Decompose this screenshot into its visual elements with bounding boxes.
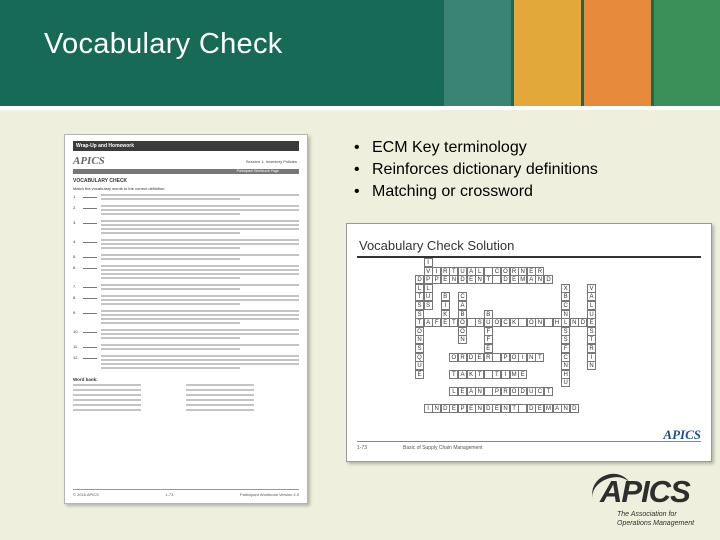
crossword-cell: R bbox=[535, 267, 544, 276]
crossword-cell: F bbox=[484, 327, 493, 336]
word-bank bbox=[73, 384, 299, 414]
crossword-cell: P bbox=[492, 387, 501, 396]
workbook-item-number: 7. bbox=[73, 284, 77, 289]
crossword-cell: O bbox=[458, 327, 467, 336]
workbook-item-number: 9. bbox=[73, 310, 77, 315]
crossword-cell: I bbox=[424, 258, 433, 267]
crossword-cell: R bbox=[587, 344, 596, 353]
crossword-cell: K bbox=[467, 370, 476, 379]
crossword-cell: I bbox=[587, 353, 596, 362]
solution-title: Vocabulary Check Solution bbox=[359, 238, 515, 253]
crossword-cell: L bbox=[475, 267, 484, 276]
header-color-tile bbox=[584, 0, 651, 106]
workbook-item-number: 6. bbox=[73, 265, 77, 270]
bullet-list bbox=[354, 137, 598, 203]
crossword-cell: U bbox=[527, 387, 536, 396]
crossword-cell: E bbox=[492, 404, 501, 413]
workbook-item-number: 5. bbox=[73, 254, 77, 259]
header-color-tile bbox=[444, 0, 511, 106]
solution-footer-text: Basic of Supply Chain Management bbox=[403, 445, 483, 451]
solution-logo: APICS bbox=[663, 427, 701, 442]
crossword-cell: L bbox=[415, 284, 424, 293]
crossword-cell: D bbox=[570, 404, 579, 413]
crossword-cell: O bbox=[510, 387, 519, 396]
crossword-cell: M bbox=[520, 277, 526, 284]
crossword-cell: C bbox=[492, 267, 501, 276]
bullet-text: Reinforces dictionary definitions bbox=[372, 161, 598, 178]
crossword-cell: N bbox=[475, 387, 484, 396]
answer-blank bbox=[83, 254, 97, 258]
crossword-cell: U bbox=[587, 310, 596, 319]
crossword-cell: A bbox=[467, 267, 476, 276]
workbook-item-number: 4. bbox=[73, 239, 77, 244]
crossword-cell: N bbox=[475, 275, 484, 284]
crossword-cell: E bbox=[449, 404, 458, 413]
workbook-footer bbox=[73, 489, 299, 497]
crossword-cell: D bbox=[501, 275, 510, 284]
crossword-cell: E bbox=[441, 318, 450, 327]
crossword-cell: E bbox=[458, 387, 467, 396]
crossword-cell: U bbox=[561, 378, 570, 387]
apics-wordmark: APICS bbox=[600, 474, 690, 509]
workbook-item bbox=[73, 310, 299, 326]
crossword-cell: T bbox=[415, 292, 424, 301]
workbook-item bbox=[73, 329, 299, 341]
crossword-cell: N bbox=[518, 267, 527, 276]
crossword-cell: C bbox=[561, 353, 570, 362]
crossword-cell: E bbox=[475, 353, 484, 362]
workbook-item-number: 1. bbox=[73, 194, 77, 199]
answer-blank bbox=[83, 220, 97, 224]
crossword-cell: I bbox=[441, 301, 450, 310]
crossword-cell: P bbox=[501, 353, 510, 362]
bullet-item bbox=[354, 137, 598, 159]
crossword-cell: S bbox=[475, 318, 484, 327]
solution-footer bbox=[357, 441, 701, 451]
crossword-cell: I bbox=[432, 267, 441, 276]
crossword-cell: A bbox=[424, 318, 433, 327]
crossword-cell: T bbox=[484, 275, 493, 284]
crossword-cell: P bbox=[424, 275, 433, 284]
crossword-cell: N bbox=[561, 404, 570, 413]
answer-blank bbox=[83, 329, 97, 333]
crossword-cell: C bbox=[535, 387, 544, 396]
crossword-cell: S bbox=[561, 327, 570, 336]
crossword-cell: I bbox=[501, 370, 510, 379]
crossword-cell: T bbox=[449, 267, 458, 276]
crossword-cell: N bbox=[587, 361, 596, 370]
slide-title: Vocabulary Check bbox=[44, 28, 283, 60]
workbook-item bbox=[73, 295, 299, 307]
crossword-cell: E bbox=[535, 404, 544, 413]
crossword-cell: B bbox=[441, 292, 450, 301]
workbook-item-number: 12. bbox=[73, 355, 79, 360]
solution-divider bbox=[357, 256, 701, 258]
crossword-cell: T bbox=[415, 318, 424, 327]
workbook-copyright: © 2016 APICS bbox=[73, 492, 99, 497]
workbook-page-image bbox=[64, 134, 308, 504]
solution-page-number: 1-73 bbox=[357, 445, 368, 451]
workbook-version: Participant Workbook Version 4.0 bbox=[239, 492, 299, 497]
crossword-cell: V bbox=[424, 267, 433, 276]
crossword-cell: A bbox=[553, 404, 562, 413]
crossword-cell: E bbox=[510, 275, 519, 284]
crossword-cell: M bbox=[511, 371, 517, 378]
crossword-cell: I bbox=[518, 353, 527, 362]
crossword-cell: A bbox=[527, 275, 536, 284]
crossword-cell: R bbox=[501, 387, 510, 396]
workbook-item bbox=[73, 194, 299, 202]
crossword-cell: E bbox=[467, 275, 476, 284]
crossword-cell: U bbox=[484, 318, 493, 327]
crossword-cell: A bbox=[467, 387, 476, 396]
crossword-cell: D bbox=[415, 275, 424, 284]
bullet-item bbox=[354, 159, 598, 181]
crossword-cell: T bbox=[475, 370, 484, 379]
bullet-dot-icon: • bbox=[354, 139, 360, 156]
workbook-item bbox=[73, 344, 299, 352]
header-color-tile bbox=[654, 0, 720, 106]
crossword-cell: R bbox=[510, 267, 519, 276]
crossword-cell: S bbox=[561, 335, 570, 344]
bullet-dot-icon: • bbox=[354, 161, 360, 178]
crossword-cell: U bbox=[458, 267, 467, 276]
crossword-cell: T bbox=[449, 370, 458, 379]
crossword-cell: L bbox=[449, 387, 458, 396]
crossword-cell: P bbox=[458, 404, 467, 413]
crossword-cell: B bbox=[561, 292, 570, 301]
crossword-cell: N bbox=[475, 404, 484, 413]
crossword-cell: E bbox=[484, 344, 493, 353]
crossword-cell: L bbox=[561, 318, 570, 327]
workbook-item bbox=[73, 265, 299, 281]
crossword-cell: D bbox=[527, 404, 536, 413]
crossword-cell: D bbox=[518, 387, 527, 396]
crossword-cell: T bbox=[544, 387, 553, 396]
header-color-tile bbox=[514, 0, 581, 106]
crossword-cell: H bbox=[553, 318, 562, 327]
apics-tagline-2: Operations Management bbox=[617, 520, 695, 527]
word-bank-title: Word bank: bbox=[73, 377, 98, 382]
crossword-cell: A bbox=[587, 292, 596, 301]
apics-logo bbox=[592, 470, 714, 534]
crossword-cell: S bbox=[424, 301, 433, 310]
bullet-text: ECM Key terminology bbox=[372, 139, 527, 156]
crossword-cell: U bbox=[415, 361, 424, 370]
answer-blank bbox=[83, 310, 97, 314]
crossword-cell: M bbox=[546, 406, 551, 413]
crossword-cell: S bbox=[415, 301, 424, 310]
crossword-cell: N bbox=[561, 361, 570, 370]
crossword-cell: F bbox=[432, 318, 441, 327]
crossword-cell: R bbox=[484, 353, 493, 362]
crossword-cell: A bbox=[458, 370, 467, 379]
workbook-logo: APICS bbox=[73, 155, 105, 167]
crossword-cell: R bbox=[458, 353, 467, 362]
crossword-cell: R bbox=[441, 267, 450, 276]
solution-page-image bbox=[346, 223, 712, 462]
crossword-cell: D bbox=[544, 275, 553, 284]
crossword-cell: E bbox=[518, 370, 527, 379]
crossword-cell: E bbox=[415, 370, 424, 379]
crossword-cell: D bbox=[441, 404, 450, 413]
crossword-cell: E bbox=[467, 404, 476, 413]
crossword-cell: F bbox=[484, 335, 493, 344]
crossword-cell: V bbox=[587, 284, 596, 293]
workbook-section-title: VOCABULARY CHECK bbox=[73, 178, 128, 184]
crossword-cell: N bbox=[535, 275, 544, 284]
crossword-cell: N bbox=[570, 318, 579, 327]
crossword-cell: T bbox=[492, 370, 501, 379]
crossword-cell: H bbox=[561, 370, 570, 379]
crossword-cell: L bbox=[587, 301, 596, 310]
crossword-cell: U bbox=[424, 292, 433, 301]
crossword-cell: T bbox=[449, 318, 458, 327]
workbook-items bbox=[73, 194, 299, 371]
crossword-cell: F bbox=[561, 344, 570, 353]
crossword-cell: O bbox=[527, 318, 536, 327]
crossword-cell: C bbox=[561, 301, 570, 310]
crossword-cell: T bbox=[535, 353, 544, 362]
crossword-cell: D bbox=[578, 318, 587, 327]
crossword-cell: A bbox=[458, 301, 467, 310]
crossword-cell: E bbox=[527, 267, 536, 276]
crossword-cell: C bbox=[501, 318, 510, 327]
crossword-cell: S bbox=[415, 344, 424, 353]
answer-blank bbox=[83, 355, 97, 359]
crossword-cell: O bbox=[501, 267, 510, 276]
crossword-cell: N bbox=[501, 404, 510, 413]
answer-blank bbox=[83, 344, 97, 348]
workbook-item bbox=[73, 355, 299, 371]
crossword-cell: N bbox=[415, 335, 424, 344]
crossword-cell: D bbox=[467, 353, 476, 362]
crossword-cell: I bbox=[424, 404, 433, 413]
crossword-cell: B bbox=[484, 310, 493, 319]
workbook-page-number: 1-73 bbox=[165, 492, 174, 497]
workbook-item-number: 2. bbox=[73, 205, 77, 210]
workbook-item-number: 11. bbox=[73, 344, 79, 349]
crossword-cell: O bbox=[449, 353, 458, 362]
bullet-text: Matching or crossword bbox=[372, 183, 533, 200]
crossword-cell: E bbox=[587, 318, 596, 327]
answer-blank bbox=[83, 205, 97, 209]
answer-blank bbox=[83, 239, 97, 243]
crossword-cell: N bbox=[458, 335, 467, 344]
crossword-cell: C bbox=[458, 292, 467, 301]
bullet-item bbox=[354, 181, 598, 203]
crossword-cell: D bbox=[484, 404, 493, 413]
crossword-cell: S bbox=[587, 327, 596, 336]
workbook-item bbox=[73, 284, 299, 292]
workbook-item-number: 3. bbox=[73, 220, 77, 225]
crossword-cell: N bbox=[535, 318, 544, 327]
workbook-session: Session 1: Inventory Policies bbox=[245, 159, 297, 164]
crossword-cell: B bbox=[458, 310, 467, 319]
crossword-cell: N bbox=[561, 310, 570, 319]
workbook-band: Participant Workbook Page bbox=[73, 169, 299, 174]
crossword-cell: K bbox=[441, 310, 450, 319]
answer-blank bbox=[83, 265, 97, 269]
crossword-cell: O bbox=[492, 318, 501, 327]
crossword-cell: N bbox=[449, 275, 458, 284]
apics-tagline-1: The Association for bbox=[617, 511, 677, 518]
workbook-item bbox=[73, 254, 299, 262]
workbook-instructions: Match the vocabulary words to the correct definition. bbox=[73, 186, 166, 191]
crossword-cell: K bbox=[510, 318, 519, 327]
answer-blank bbox=[83, 284, 97, 288]
answer-blank bbox=[83, 194, 97, 198]
crossword-cell: T bbox=[510, 404, 519, 413]
workbook-item bbox=[73, 239, 299, 251]
workbook-item bbox=[73, 220, 299, 236]
bullet-dot-icon: • bbox=[354, 183, 360, 200]
crossword-cell: X bbox=[561, 284, 570, 293]
crossword-cell: T bbox=[587, 335, 596, 344]
crossword-cell: P bbox=[432, 275, 441, 284]
crossword-cell: S bbox=[415, 310, 424, 319]
crossword-cell: E bbox=[441, 275, 450, 284]
crossword-cell: N bbox=[527, 353, 536, 362]
crossword-cell: O bbox=[510, 353, 519, 362]
workbook-item-number: 10. bbox=[73, 329, 79, 334]
workbook-item-number: 8. bbox=[73, 295, 77, 300]
crossword-cell: O bbox=[415, 327, 424, 336]
crossword-cell: L bbox=[424, 284, 433, 293]
workbook-tab: Wrap-Up and Homework bbox=[73, 141, 299, 151]
workbook-item bbox=[73, 205, 299, 217]
answer-blank bbox=[83, 295, 97, 299]
crossword-cell: N bbox=[432, 404, 441, 413]
crossword-cell: Q bbox=[415, 353, 424, 362]
crossword-cell: D bbox=[458, 275, 467, 284]
crossword-cell: O bbox=[458, 318, 467, 327]
